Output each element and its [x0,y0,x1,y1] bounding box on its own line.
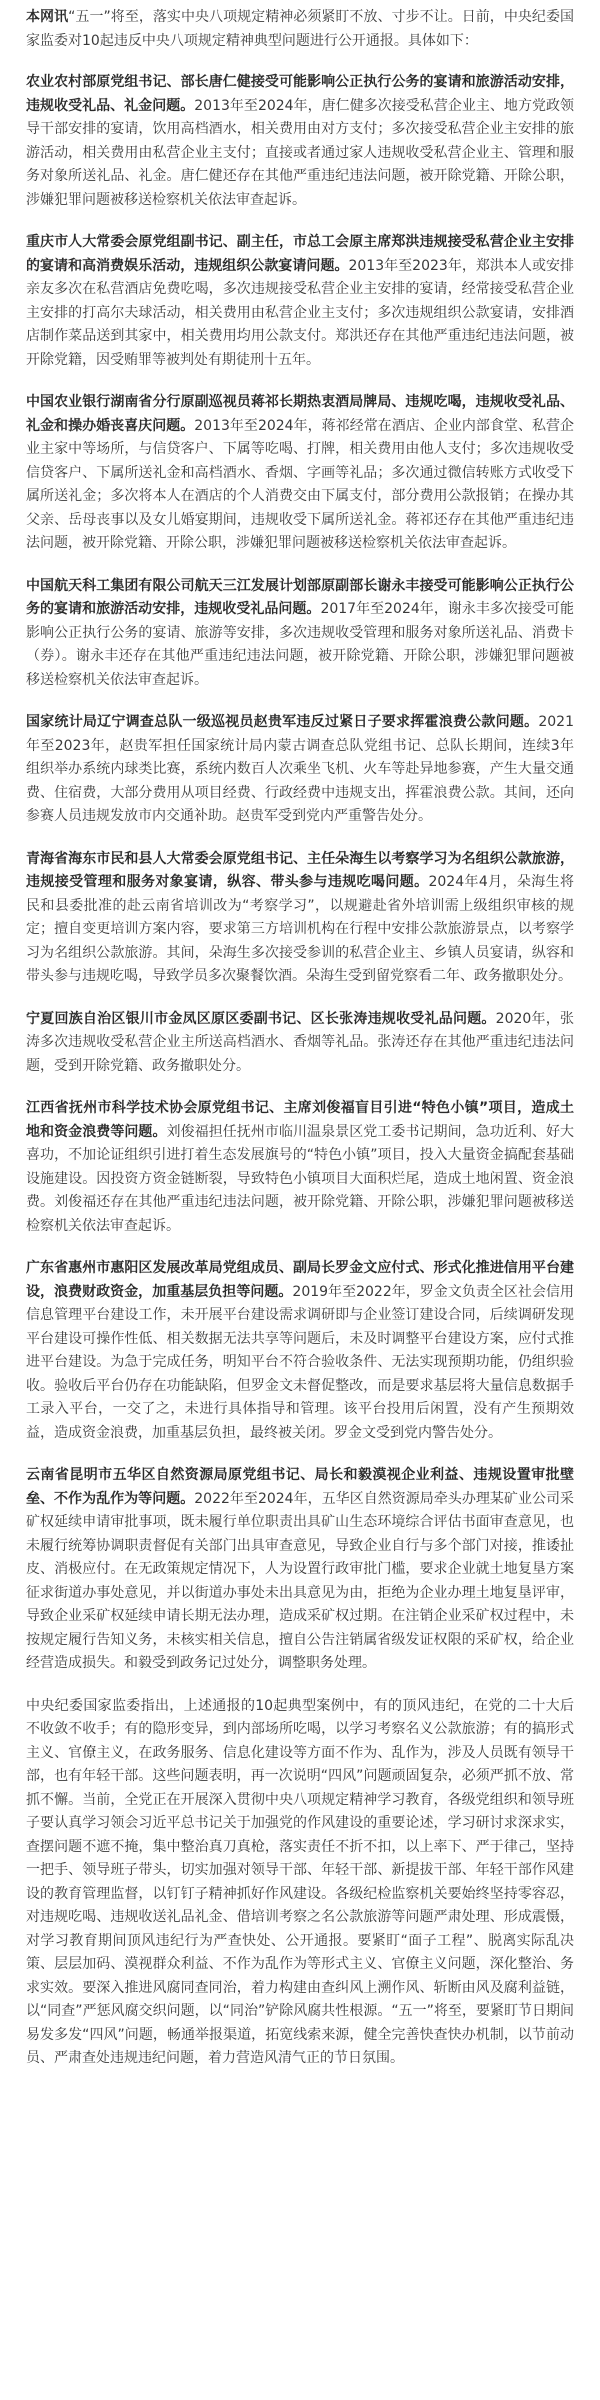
case-title: 广东省惠州市惠阳区发展改革局党组成员、副局长罗金文应付式、形式化推进信用平台建设，浪费财政资金，加重基层负担等问题。 [26,1260,574,1300]
intro-text: “五一”将至，落实中央八项规定精神必须紧盯不放、寸步不让。日前，中央纪委国家监委对10起违反中央八项规定精神典型问题进行公开通报。具体如下： [26,9,574,49]
case-title: 中国航天科工集团有限公司航天三江发展计划部原副部长谢永丰接受可能影响公正执行公务的宴请和旅游活动安排，违规收受礼品问题。 [26,577,574,617]
case-body: 2019年至2022年，罗金文负责全区社会信用信息管理平台建设工作，未开展平台建设需求调研即与企业签订建设合同，后续调研发现平台建设可操作性低、相关数据无法共享等问题后，未及时调整平台建设方案，应付式推进平台建设。为急于完成任务，明知平台不符合验收条件、无法实现预期功能，仍组织验收。验收后平台仍存在功能缺陷，但罗金文未督促整改，而是要求基层将大量信息数据手工录入平台，一交了之，未进行具体指导和管理。该平台投用后闲置，没有产生预期效益，造成资金浪费，加重基层负担，最终被关闭。罗金文受到党内警告处分。 [26,1283,574,1441]
intro-lead: 本网讯 [26,9,69,25]
case-paragraph-4 [26,575,574,693]
case-paragraph-8 [26,1097,574,1238]
intro-paragraph [26,6,574,53]
case-paragraph-5 [26,711,574,829]
case-paragraph-9 [26,1257,574,1445]
case-title: 农业农村部原党组书记、部长唐仁健接受可能影响公正执行公务的宴请和旅游活动安排，违规收受礼品、礼金问题。 [26,74,574,114]
case-paragraph-2 [26,231,574,372]
case-paragraph-3 [26,391,574,556]
case-body: 2022年至2024年，五华区自然资源局牵头办理某矿业公司采矿权延续申请审批事项，既未履行单位职责出具矿山生态环境综合评估书面审查意见，也未履行统筹协调职责督促有关部门出具审查意见，导致企业自行与多个部门对接，推诿扯皮、消极应付。在无政策规定情况下，人为设置行政审批门槛，要求企业就土地复垦方案征求街道办事处意见，并以街道办事处未出具意见为由，拒绝为企业办理土地复垦评审，导致企业采矿权延续申请长期无法办理，造成采矿权过期。在注销企业采矿权过程中，未按规定履行告知义务，未核实相关信息，擅自公告注销属省级发证权限的采矿权，给企业经营造成损失。和毅受到政务记过处分，调整职务处理。 [26,1490,575,1671]
case-body: 2013年至2024年，蒋祁经常在酒店、企业内部食堂、私营企业主家中等场所，与信贷客户、下属等吃喝、打牌，相关费用由他人支付；多次违规收受信贷客户、下属所送礼金和高档酒水、香烟、字画等礼品；多次通过微信转账方式收受下属所送礼金；多次将本人在酒店的个人消费交由下属支付，部分费用公款报销；在操办其父亲、岳母丧事以及女儿婚宴期间，违规收受下属所送礼金。蒋祁还存在其他严重违纪违法问题，被开除党籍、开除公职，涉嫌犯罪问题被移送检察机关依法审查起诉。 [26,417,575,551]
case-title: 云南省昆明市五华区自然资源局原党组书记、局长和毅漠视企业利益、违规设置审批壁垒、不作为乱作为等问题。 [26,1467,574,1507]
case-body: 2017年至2024年，谢永丰多次接受可能影响公正执行公务的宴请、旅游等安排，多次违规收受管理和服务对象所送礼品、消费卡（券）。谢永丰还存在其他严重违纪违法问题，被开除党籍、开除公职，涉嫌犯罪问题被移送检察机关依法审查起诉。 [26,601,575,688]
case-paragraph-10 [26,1464,574,1676]
case-title: 重庆市人大常委会原党组副书记、副主任，市总工会原主席郑洪违规接受私营企业主安排的宴请和高消费娱乐活动，违规组织公款宴请问题。 [26,234,574,274]
case-body: 2013年至2024年，唐仁健多次接受私营企业主、地方党政领导干部安排的宴请，饮用高档酒水，相关费用由对方支付；多次接受私营企业主安排的旅游活动，相关费用由私营企业主支付；直接或者通过家人违规收受私营企业主、管理和服务对象所送礼品、礼金。唐仁健还存在其他严重违纪违法问题，被开除党籍、开除公职，涉嫌犯罪问题被移送检察机关依法审查起诉。 [26,97,575,208]
case-body: 2020年，张涛多次违规收受私营企业主所送高档酒水、香烟等礼品。张涛还存在其他严重违纪违法问题，受到开除党籍、政务撤职处分。 [26,1010,574,1074]
case-title: 国家统计局辽宁调查总队一级巡视员赵贵军违反过紧日子要求挥霍浪费公款问题。 [26,714,539,730]
case-title: 江西省抚州市科学技术协会原党组书记、主席刘俊福盲目引进“特色小镇”项目，造成土地和资金浪费等问题。 [26,1100,574,1140]
case-body: 2024年4月，朵海生将民和县委批准的赴云南省培训改为“考察学习”，以规避赴省外培训需上级组织审核的规定；擅自变更培训方案内容，要求第三方培训机构在行程中安排公款旅游景点，以考察学习为名组织公款旅游。其间，朵海生多次接受参训的私营企业主、乡镇人员宴请，纵容和带头参与违规吃喝，导致学员多次聚餐饮酒。朵海生受到留党察看二年、政务撤职处分。 [26,874,574,984]
case-paragraph-1 [26,71,574,212]
case-title: 青海省海东市民和县人大常委会原党组书记、主任朵海生以考察学习为名组织公款旅游，违规接受管理和服务对象宴请，纵容、带头参与违规吃喝问题。 [26,850,574,890]
case-title: 中国农业银行湖南省分行原副巡视员蒋祁长期热衷酒局牌局、违规吃喝，违规收受礼品、礼金和操办婚丧喜庆问题。 [26,394,574,434]
case-title: 宁夏回族自治区银川市金凤区原区委副书记、区长张涛违规收受礼品问题。 [26,1010,496,1027]
case-body: 2013年至2023年，郑洪本人或安排亲友多次在私营酒店免费吃喝，多次违规接受私营企业主安排的宴请，经常接受私营企业主安排的打高尔夫球活动，相关费用由私营企业主支付；多次违规组织公款宴请，安排酒店制作菜品送到其家中，相关费用均用公款支付。郑洪还存在其他严重违纪违法问题，被开除党籍，因受贿罪等被判处有期徒刑十五年。 [26,257,574,368]
closing-paragraph: 中央纪委国家监委指出，上述通报的10起典型案例中，有的顶风违纪，在党的二十大后不收敛不收手；有的隐形变异，到内部场所吃喝，以学习考察名义公款旅游；有的搞形式主义、官僚主义，在政务服务、信息化建设等方面不作为、乱作为，涉及人员既有领导干部，也有年轻干部。这些问题表明，再一次说明“四风”问题顽固复杂，必须严抓不放、常抓不懈。当前，全党正在开展深入贯彻中央八项规定精神学习教育，各级党组织和领导班子要认真学习领会习近平总书记关于加强党的作风建设的重要论述，学习研讨求深求实，查摆问题不遮不掩，集中整治真刀真枪，落实责任不折不扣，以上率下、严于律己，坚持一把手、领导班子带头，切实加强对领导干部、年轻干部、新提拔干部、年轻干部作风建设的教育管理监督，以钉钉子精神抓好作风建设。各级纪检监察机关要始终坚持零容忍，对违规吃喝、违规收送礼品礼金、借培训考察之名公款旅游等问题严肃处理、形成震慑，对学习教育期间顶风违纪行为严查快处、公开通报。要紧盯“面子工程”、脱离实际乱决策、层层加码、漠视群众利益、不作为乱作为等形式主义、官僚主义问题，深化整治、务求实效。要深入推进风腐同查同治，着力构建由查纠风上溯作风、斩断由风及腐利益链，以“同查”严惩风腐交织问题，以“同治”铲除风腐共性根源。“五一”将至，要紧盯节日期间易发多发“四风”问题，畅通举报渠道，拓宽线索来源，健全完善快查快办机制，以节前动员、严肃查处违规违纪问题，着力营造风清气正的节日氛围。 [26,1697,574,2066]
case-body: 刘俊福担任抚州市临川温泉景区党工委书记期间，急功近利、好大喜功，不加论证组织引进打着生态发展旗号的“特色小镇”项目，投入大量资金搞配套基础设施建设。因投资方资金链断裂，导致特色小镇项目大面积烂尾，造成土地闲置、资金浪费。刘俊福还存在其他严重违纪违法问题，被开除党籍、开除公职，涉嫌犯罪问题被移送检察机关依法审查起诉。 [26,1123,575,1234]
case-paragraph-7 [26,1008,574,1079]
case-body: 2021年至2023年，赵贵军担任国家统计局内蒙古调查总队党组书记、总队长期间，连续3年组织举办系统内球类比赛，系统内数百人次乘坐飞机、火车等赴异地参赛，产生大量交通费、住宿费，大部分费用从项目经费、行政经费中违规支出，挥霍浪费公款。其间，还向参赛人员违规发放市内交通补助。赵贵军受到党内严重警告处分。 [26,714,574,824]
case-paragraph-6 [26,848,574,989]
